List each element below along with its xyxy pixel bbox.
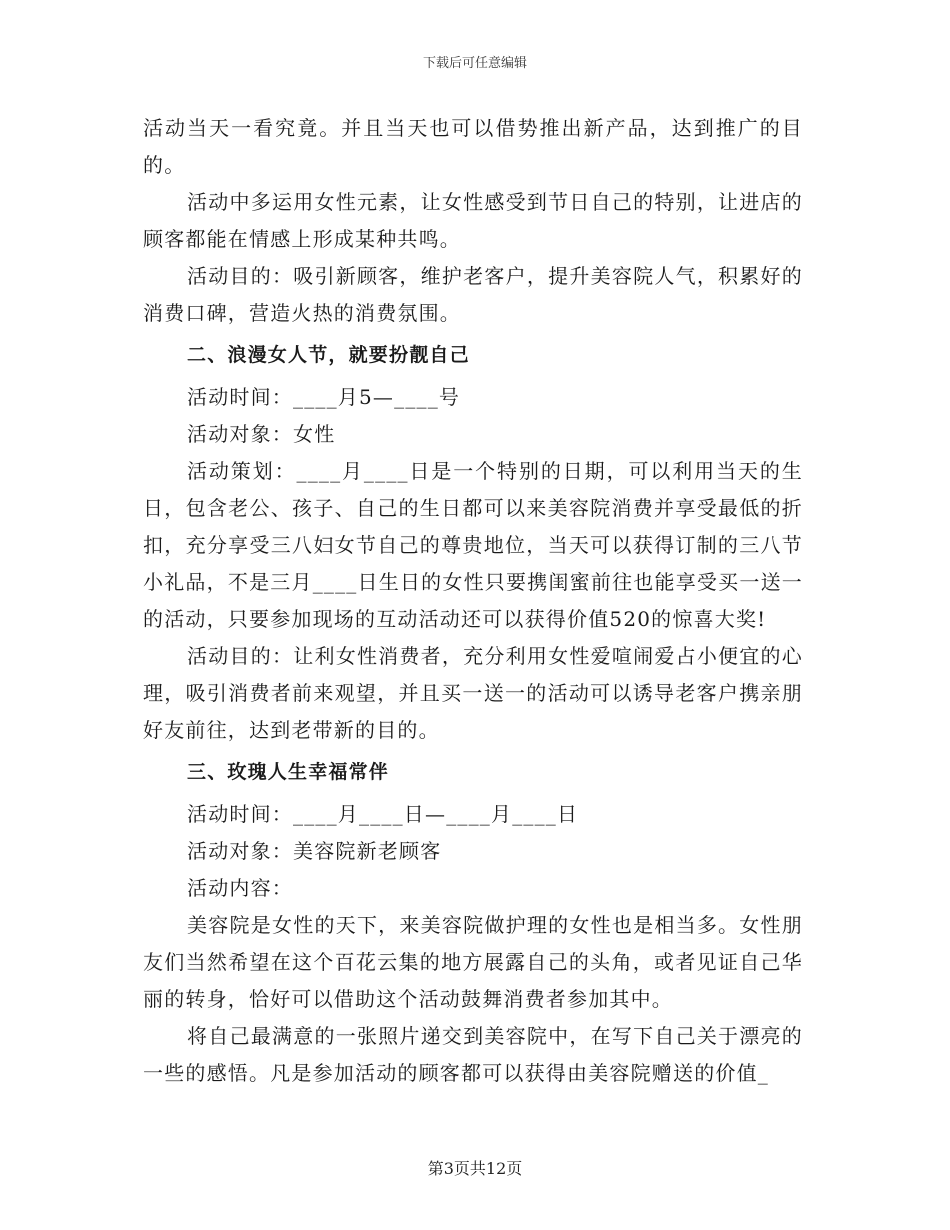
paragraph: 活动时间：____月____日—____月____日 — [187, 802, 579, 826]
paragraph: 活动目的：让利女性消费者，充分利用女性爱喧闹爱占小便宜的心理，吸引消费者前来观望，并且买一送一的活动可以诱导老客户携亲朋好友前往，达到老带新的目的。 — [143, 644, 803, 742]
paragraph: 活动内容： — [187, 876, 293, 900]
page-footer: 第3页共12页 — [427, 1159, 523, 1178]
paragraph: 活动对象：女性 — [187, 422, 336, 446]
paragraph: 活动目的：吸引新顾客，维护老客户，提升美容院人气，积累好的消费口碑，营造火热的消费氛围。 — [143, 264, 803, 325]
paragraph: 美容院是女性的天下，来美容院做护理的女性也是相当多。女性朋友们当然希望在这个百花云集的地方展露自己的头角，或者见证自己华丽的转身，恰好可以借助这个活动鼓舞消费者参加其中。 — [143, 913, 803, 1011]
section-heading: 三、玫瑰人生幸福常伴 — [187, 761, 390, 783]
section-heading: 二、浪漫女人节，就要扮靓自己 — [187, 344, 470, 366]
paragraph: 活动时间：____月5—____号 — [187, 385, 461, 409]
paragraph: 将自己最满意的一张照片递交到美容院中，在写下自己关于漂亮的一些的感悟。凡是参加活动的顾客都可以获得由美容院赠送的价值_ — [143, 1024, 803, 1085]
page-header: 下载后可任意编辑 — [422, 56, 527, 71]
paragraph: 活动中多运用女性元素，让女性感受到节日自己的特别，让进店的顾客都能在情感上形成某种共鸣。 — [143, 190, 803, 251]
document-body — [143, 110, 803, 1092]
paragraph: 活动当天一看究竟。并且当天也可以借势推出新产品，达到推广的目的。 — [143, 116, 803, 177]
paragraph: 活动策划：____月____日是一个特别的日期，可以利用当天的生日，包含老公、孩子、自己的生日都可以来美容院消费并享受最低的折扣，充分享受三八妇女节自己的尊贵地位，当天可以获得订制的三八节小礼品，不是三月____日生日的女性只要携闺蜜前往也能享受买一送一的活动，只要参加现场的互动活动还可以获得价值520的惊喜大奖! — [143, 459, 803, 631]
paragraph: 活动对象：美容院新老顾客 — [187, 839, 442, 863]
